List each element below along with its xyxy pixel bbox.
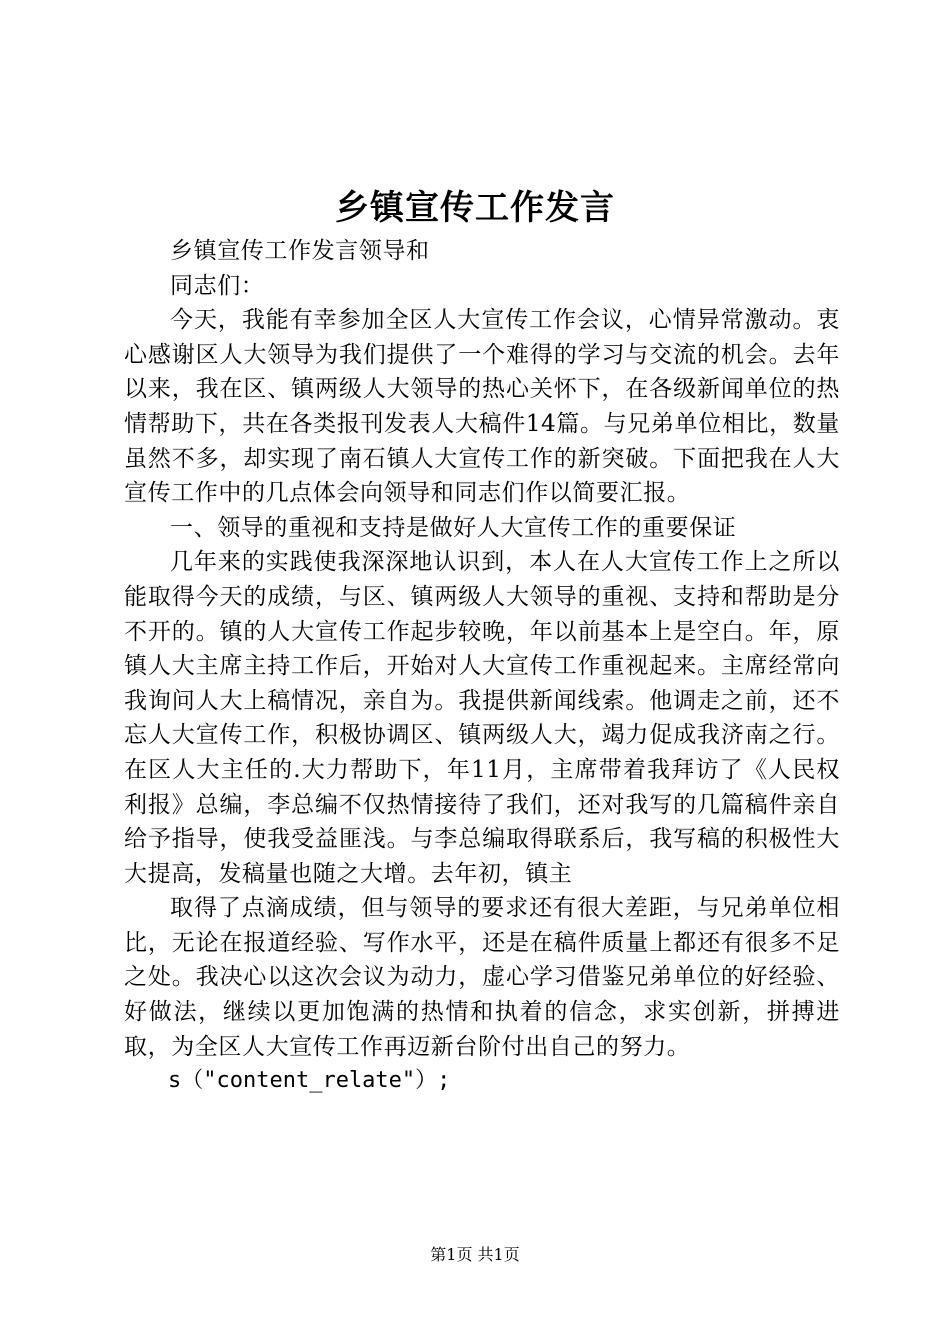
- salutation-line-2: 同志们：: [170, 272, 265, 299]
- document-body: [124, 234, 840, 1099]
- paragraph-section-1: 几年来的实践使我深深地认识到，本人在人大宣传工作上之所以能取得今天的成绩，与区、镇两级人大领导的重视、支持和帮助是分不开的。镇的人大宣传工作起步较晚，年以前基本上是空白。年，原镇人大主席主持工作后，开始对人大宣传工作重视起来。主席经常向我询问人大上稿情况，亲自为。我提供新闻线索。他调走之前，还不忘人大宣传工作，积极协调区、镇两级人大，竭力促成我济南之行。在区人大主任的.大力帮助下，年11月，主席带着我拜访了《人民权利报》总编，李总编不仅热情接待了我们，还对我写的几篇稿件亲自给予指导，使我受益匪浅。与李总编取得联系后，我写稿的积极性大大提高，发稿量也随之大增。去年初，镇主: [124, 549, 840, 887]
- document-title: 乡镇宣传工作发言: [335, 188, 615, 228]
- paragraph-conclusion: 取得了点滴成绩，但与领导的要求还有很大差距，与兄弟单位相比，无论在报道经验、写作水平，还是在稿件质量上都还有很多不足之处。我决心以这次会议为动力，虚心学习借鉴兄弟单位的好经验、好做法，继续以更加饱满的热情和执着的信念，求实创新，拼搏进取，为全区人大宣传工作再迈新台阶付出自己的努力。: [124, 895, 840, 1060]
- section-heading-1: 一、领导的重视和支持是做好人大宣传工作的重要保证: [170, 514, 737, 541]
- salutation-line-1: 乡镇宣传工作发言领导和: [170, 238, 430, 264]
- paragraph-intro: 今天，我能有幸参加全区人大宣传工作会议，心情异常激动。衷心感谢区人大领导为我们提供了一个难得的学习与交流的机会。去年以来，我在区、镇两级人大领导的热心关怀下，在各级新闻单位的热情帮助下，共在各类报刊发表人大稿件14篇。与兄弟单位相比，数量虽然不多，却实现了南石镇人大宣传工作的新突破。下面把我在人大宣传工作中的几点体会向领导和同志们作以简要汇报。: [124, 307, 840, 507]
- stray-script-text: s（"content_relate"）;: [168, 1068, 451, 1094]
- page-footer: 第1页 共1页: [430, 1245, 520, 1264]
